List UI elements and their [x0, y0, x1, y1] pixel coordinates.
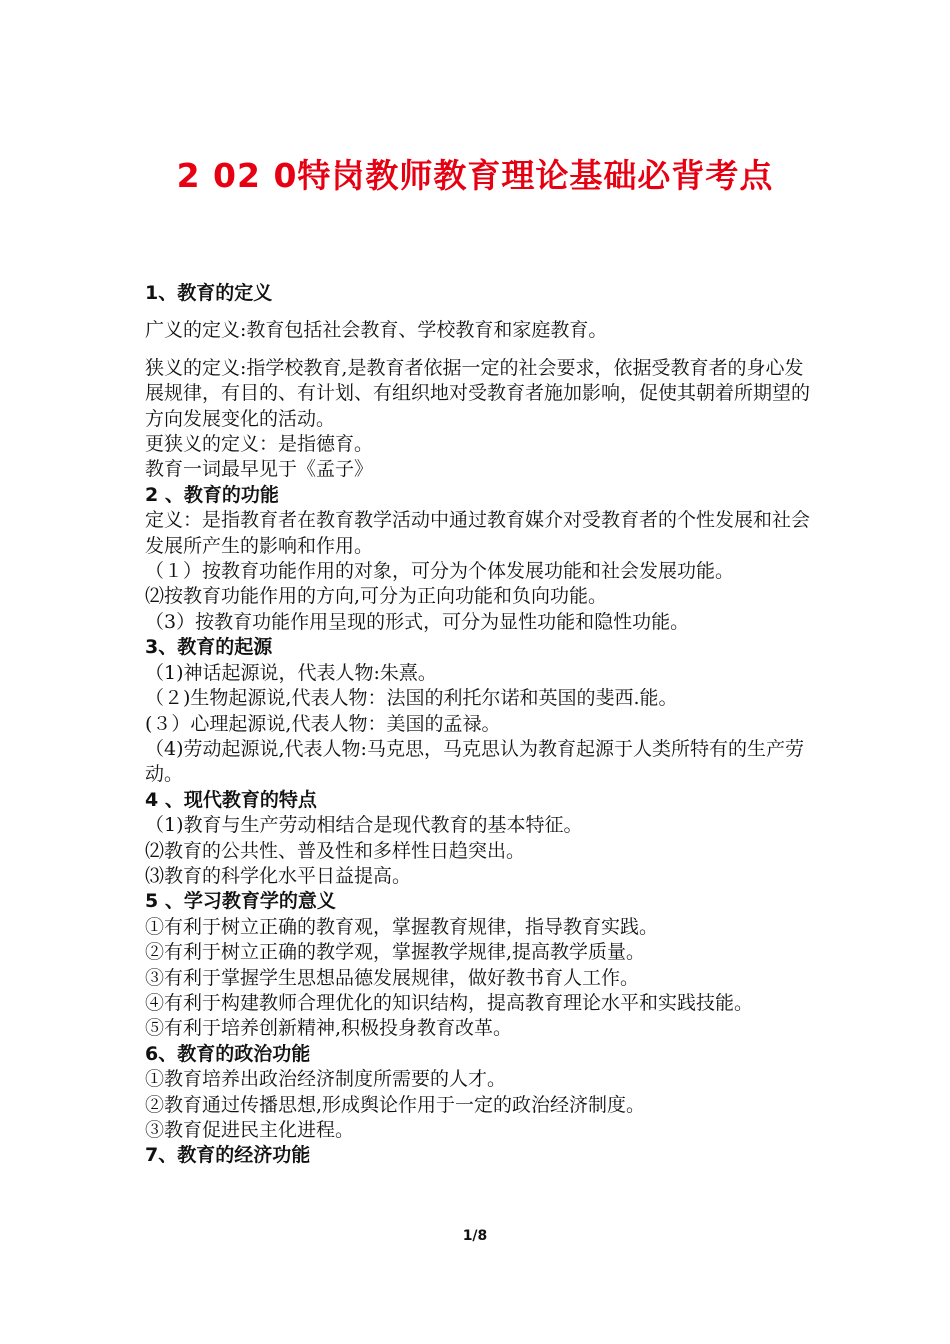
paragraph: 教育一词最早见于《孟子》	[145, 458, 374, 481]
list-item: (３）心理起源说,代表人物：美国的孟禄。	[145, 712, 501, 735]
paragraph: 定义：是指教育者在教育教学活动中通过教育媒介对受教育者的个性发展和社会发展所产生的影响和作用。	[145, 509, 811, 557]
list-item: ⑵教育的公共性、普及性和多样性日趋突出。	[145, 839, 526, 862]
page-number: 1/8	[462, 1228, 488, 1244]
list-item: （1)教育与生产劳动相结合是现代教育的基本特征。	[145, 814, 583, 837]
page-title: 2 02 0特岗教师教育理论基础必背考点	[176, 156, 774, 195]
list-item: ⑵按教育功能作用的方向,可分为正向功能和负向功能。	[145, 585, 608, 608]
list-item: （２)生物起源说,代表人物：法国的利托尔诺和英国的斐西.能。	[145, 687, 678, 710]
list-item: （1)神话起源说，代表人物:朱熹。	[145, 661, 437, 684]
section-heading: 5 、学习教育学的意义	[145, 890, 336, 913]
list-item: （3）按教育功能作用呈现的形式，可分为显性功能和隐性功能。	[145, 610, 690, 633]
section-heading: 2 、教育的功能	[145, 483, 279, 506]
section-heading: 7、教育的经济功能	[145, 1144, 311, 1167]
list-item: ③有利于掌握学生思想品德发展规律，做好教书育人工作。	[145, 966, 640, 989]
list-item: （１）按教育功能作用的对象，可分为个体发展功能和社会发展功能。	[145, 560, 735, 583]
section-heading: 3、教育的起源	[145, 636, 273, 659]
list-item: （4)劳动起源说,代表人物:马克思，马克思认为教育起源于人类所特有的生产劳动。	[145, 737, 804, 786]
list-item: ③教育促进民主化进程。	[145, 1119, 355, 1141]
document-body	[145, 281, 810, 1169]
section-heading: 1、教育的定义	[145, 282, 273, 304]
list-item: ①有利于树立正确的教育观，掌握教育规律，指导教育实践。	[145, 915, 659, 938]
paragraph: 更狭义的定义：是指德育。	[145, 433, 374, 456]
list-item: ⑤有利于培养创新精神,积极投身教育改革。	[145, 1017, 513, 1040]
list-item: ④有利于构建教师合理优化的知识结构，提高教育理论水平和实践技能。	[145, 991, 754, 1014]
paragraph: 广义的定义:教育包括社会教育、学校教育和家庭教育。	[145, 319, 608, 342]
paragraph: 狭义的定义:指学校教育,是教育者依据一定的社会要求，依据受教育者的身心发展规律，有目的、有计划、有组织地对受教育者施加影响，促使其朝着所期望的方向发展变化的活动。	[145, 356, 811, 430]
section-heading: 6、教育的政治功能	[145, 1042, 311, 1065]
list-item: ②教育通过传播思想,形成舆论作用于一定的政治经济制度。	[145, 1093, 646, 1116]
list-item: ⑶教育的科学化水平日益提高。	[145, 864, 412, 887]
list-item: ①教育培养出政治经济制度所需要的人才。	[145, 1068, 507, 1091]
list-item: ②有利于树立正确的教学观，掌握教学规律,提高教学质量。	[145, 941, 646, 964]
section-heading: 4 、现代教育的特点	[145, 788, 317, 811]
